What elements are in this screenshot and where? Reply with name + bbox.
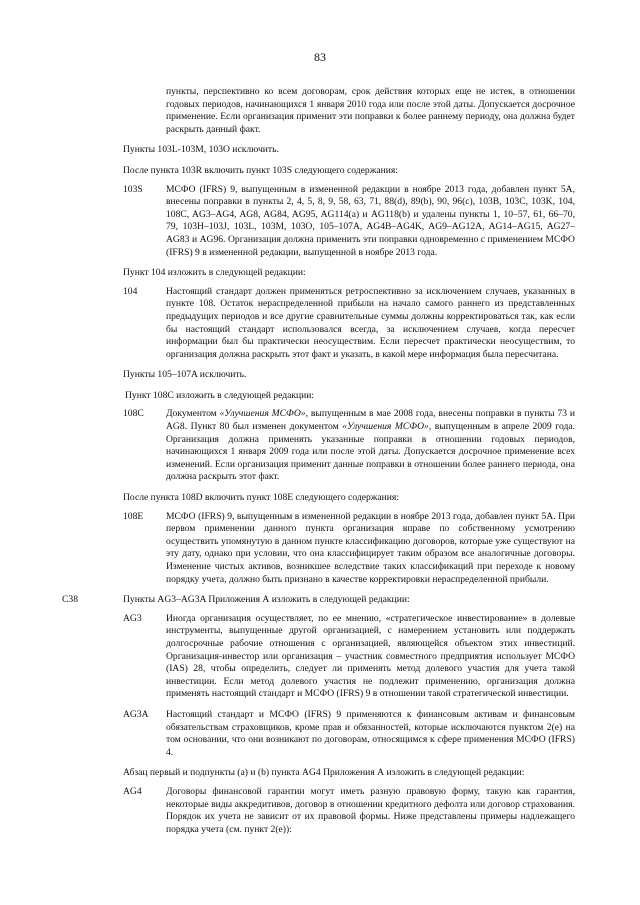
document-body [0, 86, 640, 836]
paragraph-text: МСФО (IFRS) 9, выпущенным в измененной редакции в ноябре 2013 года, добавлен пункт 5А. При первом применении данного пункта организация вправе по собственному усмотрению осуществить упомянутую в данном пункте классификацию договоров, которые уже существуют на эту дату, однако при условии, что она классифицирует таким образом все аналогичные договоры. Изменение чистых активов, возникшее вследствие таких классификаций при переходе к новому порядку учета, должно быть признано в качестве корректировки нераспределенной прибыли. [166, 510, 575, 585]
document-title-italic: «Улучшения МСФО» [342, 421, 429, 433]
paragraph-108E [0, 511, 640, 587]
paragraph-104 [0, 286, 640, 362]
paragraph-text [166, 408, 575, 484]
paragraph-text: Настоящий стандарт должен применяться ретроспективно за исключением случаев, указанных в пункте 108. Остаток нераспределенной прибыли на начало самого раннего из представленных предыдущих периодов и все другие сравнительные суммы должны корректироваться так, как если бы настоящий стандарт использовался всегда, за исключением случаев, когда пересчет информации был бы практически неосуществим. Если пересчет практически неосуществим, то организация должна раскрыть этот факт и указать, в какой мере информация была пересчитана. [166, 285, 575, 360]
section-tag: C38 [62, 594, 78, 606]
paragraph-tag: AG3A [123, 708, 149, 720]
paragraph-AG3A [0, 709, 640, 759]
paragraph-tag: 103S [123, 183, 143, 195]
instruction-AG4: Абзац первый и подпункты (a) и (b) пункта AG4 Приложения А изложить в следующей редакции: [123, 767, 525, 779]
document-title-italic: «Улучшения МСФО» [219, 408, 306, 420]
page-number: 83 [314, 50, 326, 64]
instruction-105: Пункты 105–107A исключить. [123, 369, 247, 381]
paragraph-AG4 [0, 786, 640, 836]
instruction-103S: После пункта 103R включить пункт 103S следующего содержания: [123, 164, 398, 176]
text-run: Документом [166, 408, 220, 420]
paragraph-108C [0, 408, 640, 484]
section-text: Пункты AG3–AG3A Приложения А изложить в следующей редакции: [123, 594, 410, 606]
instruction-108C: Пункт 108C изложить в следующей редакции: [125, 389, 315, 401]
paragraph-tag: AG3 [123, 612, 142, 624]
section-c38 [0, 594, 640, 607]
continuation-paragraph: пункты, перспективно ко всем договорам, срок действия которых еще не истек, в отношении годовых периодов, начинающихся 1 января 2010 года или после этой даты. Допускается досрочное применение. Если организация применит эти поправки к более раннему периоду, она должна будет раскрыть данный факт. [166, 86, 575, 135]
instruction-103L: Пункты 103L-103M, 103O исключить. [123, 144, 279, 156]
paragraph-text: Иногда организация осуществляет, по ее мнению, «стратегическое инвестирование» в долевые инструменты, выпущенные другой организацией, с намерением установить или поддержать долгосрочные рабочие отношения с организацией, являющейся объектом этих инвестиций. Организация-инвестор или организация – участник совместного предприятия использует МСФО (IAS) 28, чтобы определить, следует ли применять метод долевого участия для учета такой инвестиции. Если метод долевого участия не подлежит применению, организация должна применять настоящий стандарт и МСФО (IFRS) 9 в отношении такой стратегической инвестиции. [166, 612, 575, 700]
paragraph-tag: AG4 [123, 785, 142, 797]
paragraph-text: Настоящий стандарт и МСФО (IFRS) 9 применяются к финансовым активам и финансовым обязательствам страховщиков, кроме прав и обязанностей, которые исключаются пунктом 2(e) на том основании, что они возникают по договорам, относящимся к сфере применения МСФО (IFRS) 4. [166, 708, 575, 758]
text-run: , выпущенным в мае 2008 года, внесены поправки в пункты 73 и AG8. Пункт 80 был изменен документом [166, 408, 575, 433]
paragraph-tag: 104 [123, 285, 138, 297]
instruction-104: Пункт 104 изложить в следующей редакции: [123, 267, 306, 279]
paragraph-tag: 108C [123, 408, 144, 420]
paragraph-103S [0, 184, 640, 260]
instruction-108E: После пункта 108D включить пункт 108E следующего содержания: [123, 492, 400, 504]
paragraph-AG3 [0, 613, 640, 701]
paragraph-text: МСФО (IFRS) 9, выпущенным в измененной редакции в ноябре 2013 года, добавлен пункт 5А, внесены поправки в пункты 2, 4, 5, 8, 9, 58, 63, 71, 88(d), 89(b), 90, 96(c), 103B, 103C, 103K, 104, 108C, AG3–AG4, AG8, AG84, AG95, AG114(a) и AG118(b) и удалены пункты 1, 10–57, 61, 66–70, 79, 103H–103J, 103L, 103M, 103O, 105–107A, AG4B–AG4K, AG9–AG12A, AG14–AG15, AG27–AG83 и AG96. Организация должна применить эти поправки одновременно с применением МСФО (IFRS) 9 в измененной редакции, выпущенной в ноябре 2013 года. [166, 183, 575, 258]
text-run: , выпущенным в апреле 2009 года. Организация должна применять указанные поправки в отношении годовых периодов, начинающихся 1 января 2009 года или после этой даты. Допускается досрочное применение всех изменений. Если организация применит данные поправки в отношении более раннего периода, она должна раскрыть этот факт. [166, 421, 576, 483]
paragraph-tag: 108E [123, 510, 144, 522]
paragraph-text: Договоры финансовой гарантии могут иметь разную правовую форму, такую как гарантия, некоторые виды аккредитивов, договор в отношении кредитного дефолта или договор страхования. Порядок их учета не зависит от их правовой формы. Ниже представлены примеры надлежащего порядка учета (см. пункт 2(e)): [166, 785, 575, 835]
